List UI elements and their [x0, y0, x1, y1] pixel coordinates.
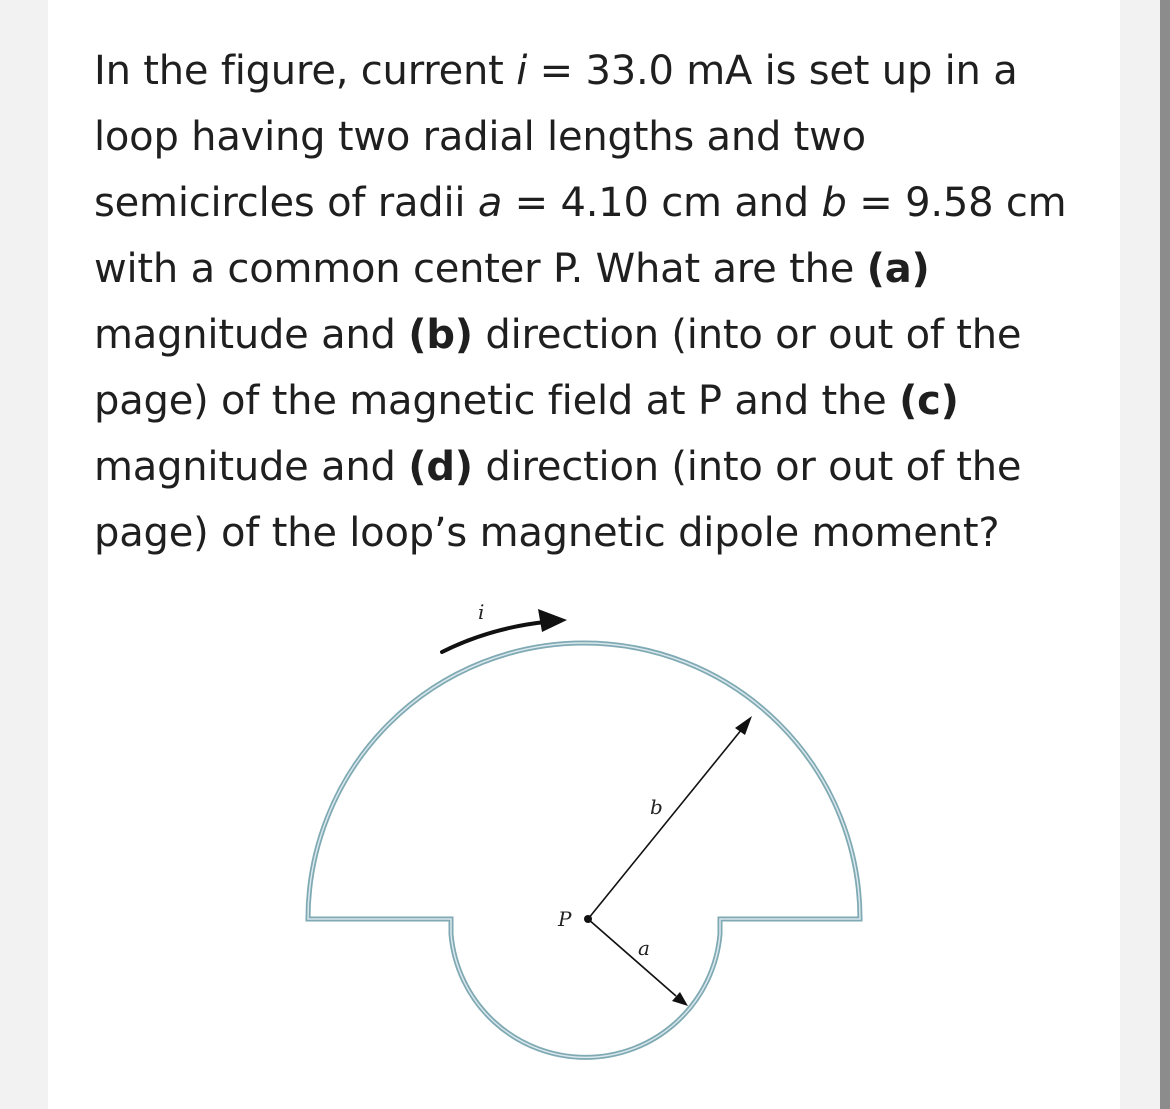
radius-a-label: a [638, 936, 650, 960]
variable-a: a [477, 180, 503, 226]
question-line-3: semicircles of radii a = 4.10 cm and b = 9.58 cm [94, 180, 1067, 226]
current-loop-wire [308, 643, 860, 1057]
question-line-1: In the figure, current i = 33.0 mA is set up in a [94, 48, 1018, 94]
radius-b-arrowhead [735, 716, 752, 735]
question-line-6: page) of the magnetic field at P and the (c) [94, 378, 959, 424]
current-label: i [478, 600, 485, 624]
part-b-marker: (b) [408, 312, 473, 358]
question-text [94, 38, 1094, 566]
center-label: P [558, 907, 572, 931]
right-scrollbar-edge [1160, 0, 1170, 1109]
question-line-5: magnitude and (b) direction (into or out of the [94, 312, 1022, 358]
loop-figure [300, 590, 880, 1070]
question-line-8: page) of the loop’s magnetic dipole moment? [94, 510, 1000, 556]
question-line-4: with a common center P. What are the (a) [94, 246, 930, 292]
variable-i: i [516, 48, 528, 94]
variable-b: b [821, 180, 847, 226]
part-d-marker: (d) [408, 444, 473, 490]
current-arrow-head [538, 609, 567, 632]
center-point-p [584, 915, 592, 923]
wire-highlight [308, 643, 860, 1057]
radius-b-label: b [650, 795, 663, 819]
question-line-7: magnitude and (d) direction (into or out of the [94, 444, 1022, 490]
part-a-marker: (a) [866, 246, 930, 292]
radius-a-line [588, 919, 676, 996]
question-line-2: loop having two radial lengths and two [94, 114, 866, 160]
radius-b-line [588, 729, 742, 919]
part-c-marker: (c) [899, 378, 959, 424]
